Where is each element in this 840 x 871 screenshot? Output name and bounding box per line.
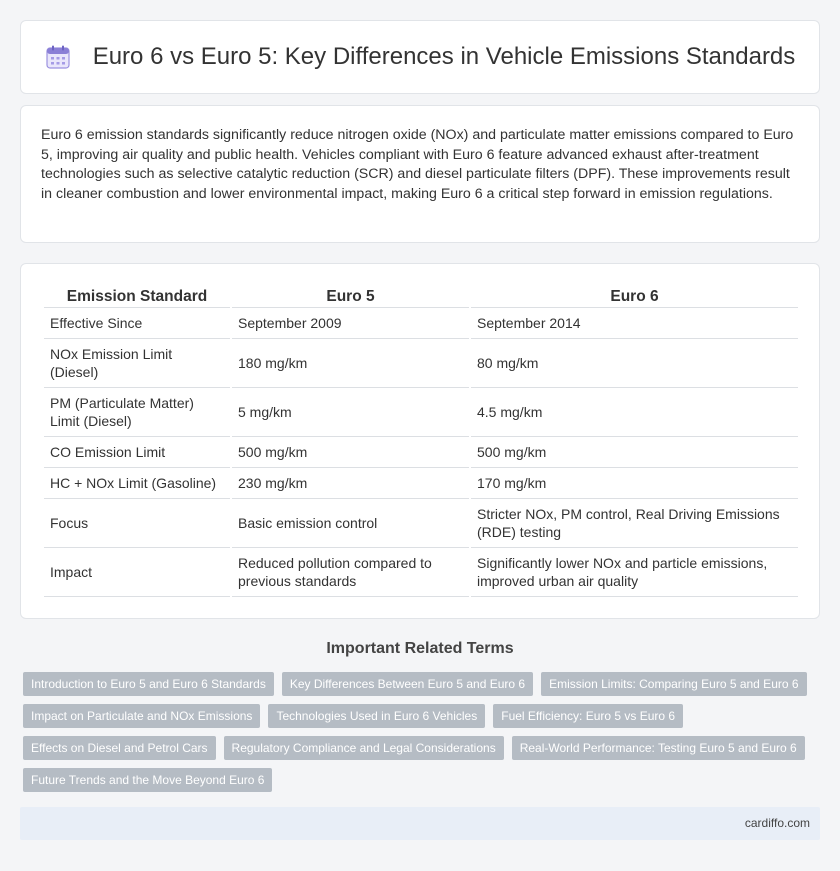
euro6-value: September 2014	[471, 308, 798, 339]
euro5-value: September 2009	[232, 308, 469, 339]
comparison-card	[20, 263, 820, 619]
euro5-value: 5 mg/km	[232, 388, 469, 437]
table-header-euro5: Euro 5	[232, 286, 469, 308]
euro6-value: Stricter NOx, PM control, Real Driving Emissions (RDE) testing	[471, 499, 798, 548]
table-row	[44, 388, 798, 437]
euro5-value: 180 mg/km	[232, 339, 469, 388]
intro-paragraph: Euro 6 emission standards significantly reduce nitrogen oxide (NOx) and particulate matter emissions compared to Euro 5, improving air quality and public health. Vehicles compliant with Euro 6 feature advanced exhaust after-treatment technologies such as selective catalytic reduction (SCR) and diesel particulate filters (DPF). These improvements result in cleaner combustion and lower environmental impact, making Euro 6 a critical step forward in emission regulations.	[41, 127, 794, 202]
table-row	[44, 499, 798, 548]
related-terms-heading: Important Related Terms	[326, 640, 514, 657]
euro5-value: 230 mg/km	[232, 468, 469, 499]
footer-site-link[interactable]: cardiffo.com	[744, 816, 810, 830]
row-label: CO Emission Limit	[44, 437, 230, 468]
euro5-value: Basic emission control	[232, 499, 469, 548]
related-term-tag[interactable]: Regulatory Compliance and Legal Considerations	[224, 736, 504, 760]
related-term-tag[interactable]: Impact on Particulate and NOx Emissions	[23, 704, 260, 728]
euro5-value: 500 mg/km	[232, 437, 469, 468]
euro6-value: 500 mg/km	[471, 437, 798, 468]
related-term-tag[interactable]: Real-World Performance: Testing Euro 5 and Euro 6	[512, 736, 805, 760]
intro-card	[20, 105, 820, 243]
euro6-value: 80 mg/km	[471, 339, 798, 388]
related-term-tag[interactable]: Fuel Efficiency: Euro 5 vs Euro 6	[493, 704, 683, 728]
row-label: HC + NOx Limit (Gasoline)	[44, 468, 230, 499]
comparison-table	[42, 286, 800, 597]
row-label: Impact	[44, 548, 230, 597]
table-header-standard: Emission Standard	[44, 286, 230, 308]
related-term-tag[interactable]: Introduction to Euro 5 and Euro 6 Standards	[23, 672, 274, 696]
table-row	[44, 339, 798, 388]
table-row	[44, 308, 798, 339]
row-label: Focus	[44, 499, 230, 548]
table-row	[44, 437, 798, 468]
euro6-value: 4.5 mg/km	[471, 388, 798, 437]
related-term-tag[interactable]: Future Trends and the Move Beyond Euro 6	[23, 768, 272, 792]
page-title: Euro 6 vs Euro 5: Key Differences in Vehicle Emissions Standards	[92, 43, 796, 70]
related-term-tag[interactable]: Key Differences Between Euro 5 and Euro 6	[282, 672, 533, 696]
row-label: NOx Emission Limit (Diesel)	[44, 339, 230, 388]
row-label: PM (Particulate Matter) Limit (Diesel)	[44, 388, 230, 437]
related-term-tag[interactable]: Technologies Used in Euro 6 Vehicles	[268, 704, 485, 728]
related-term-tag[interactable]: Effects on Diesel and Petrol Cars	[23, 736, 216, 760]
footer	[20, 807, 820, 840]
row-label: Effective Since	[44, 308, 230, 339]
table-row	[44, 548, 798, 597]
related-term-tag[interactable]: Emission Limits: Comparing Euro 5 and Euro 6	[541, 672, 806, 696]
calendar-icon	[45, 44, 71, 70]
euro6-value: Significantly lower NOx and particle emissions, improved urban air quality	[471, 548, 798, 597]
table-header-euro6: Euro 6	[471, 286, 798, 308]
title-row	[21, 21, 819, 93]
euro5-value: Reduced pollution compared to previous standards	[232, 548, 469, 597]
related-terms-list	[23, 672, 813, 792]
title-card	[20, 20, 820, 94]
table-row	[44, 468, 798, 499]
euro6-value: 170 mg/km	[471, 468, 798, 499]
